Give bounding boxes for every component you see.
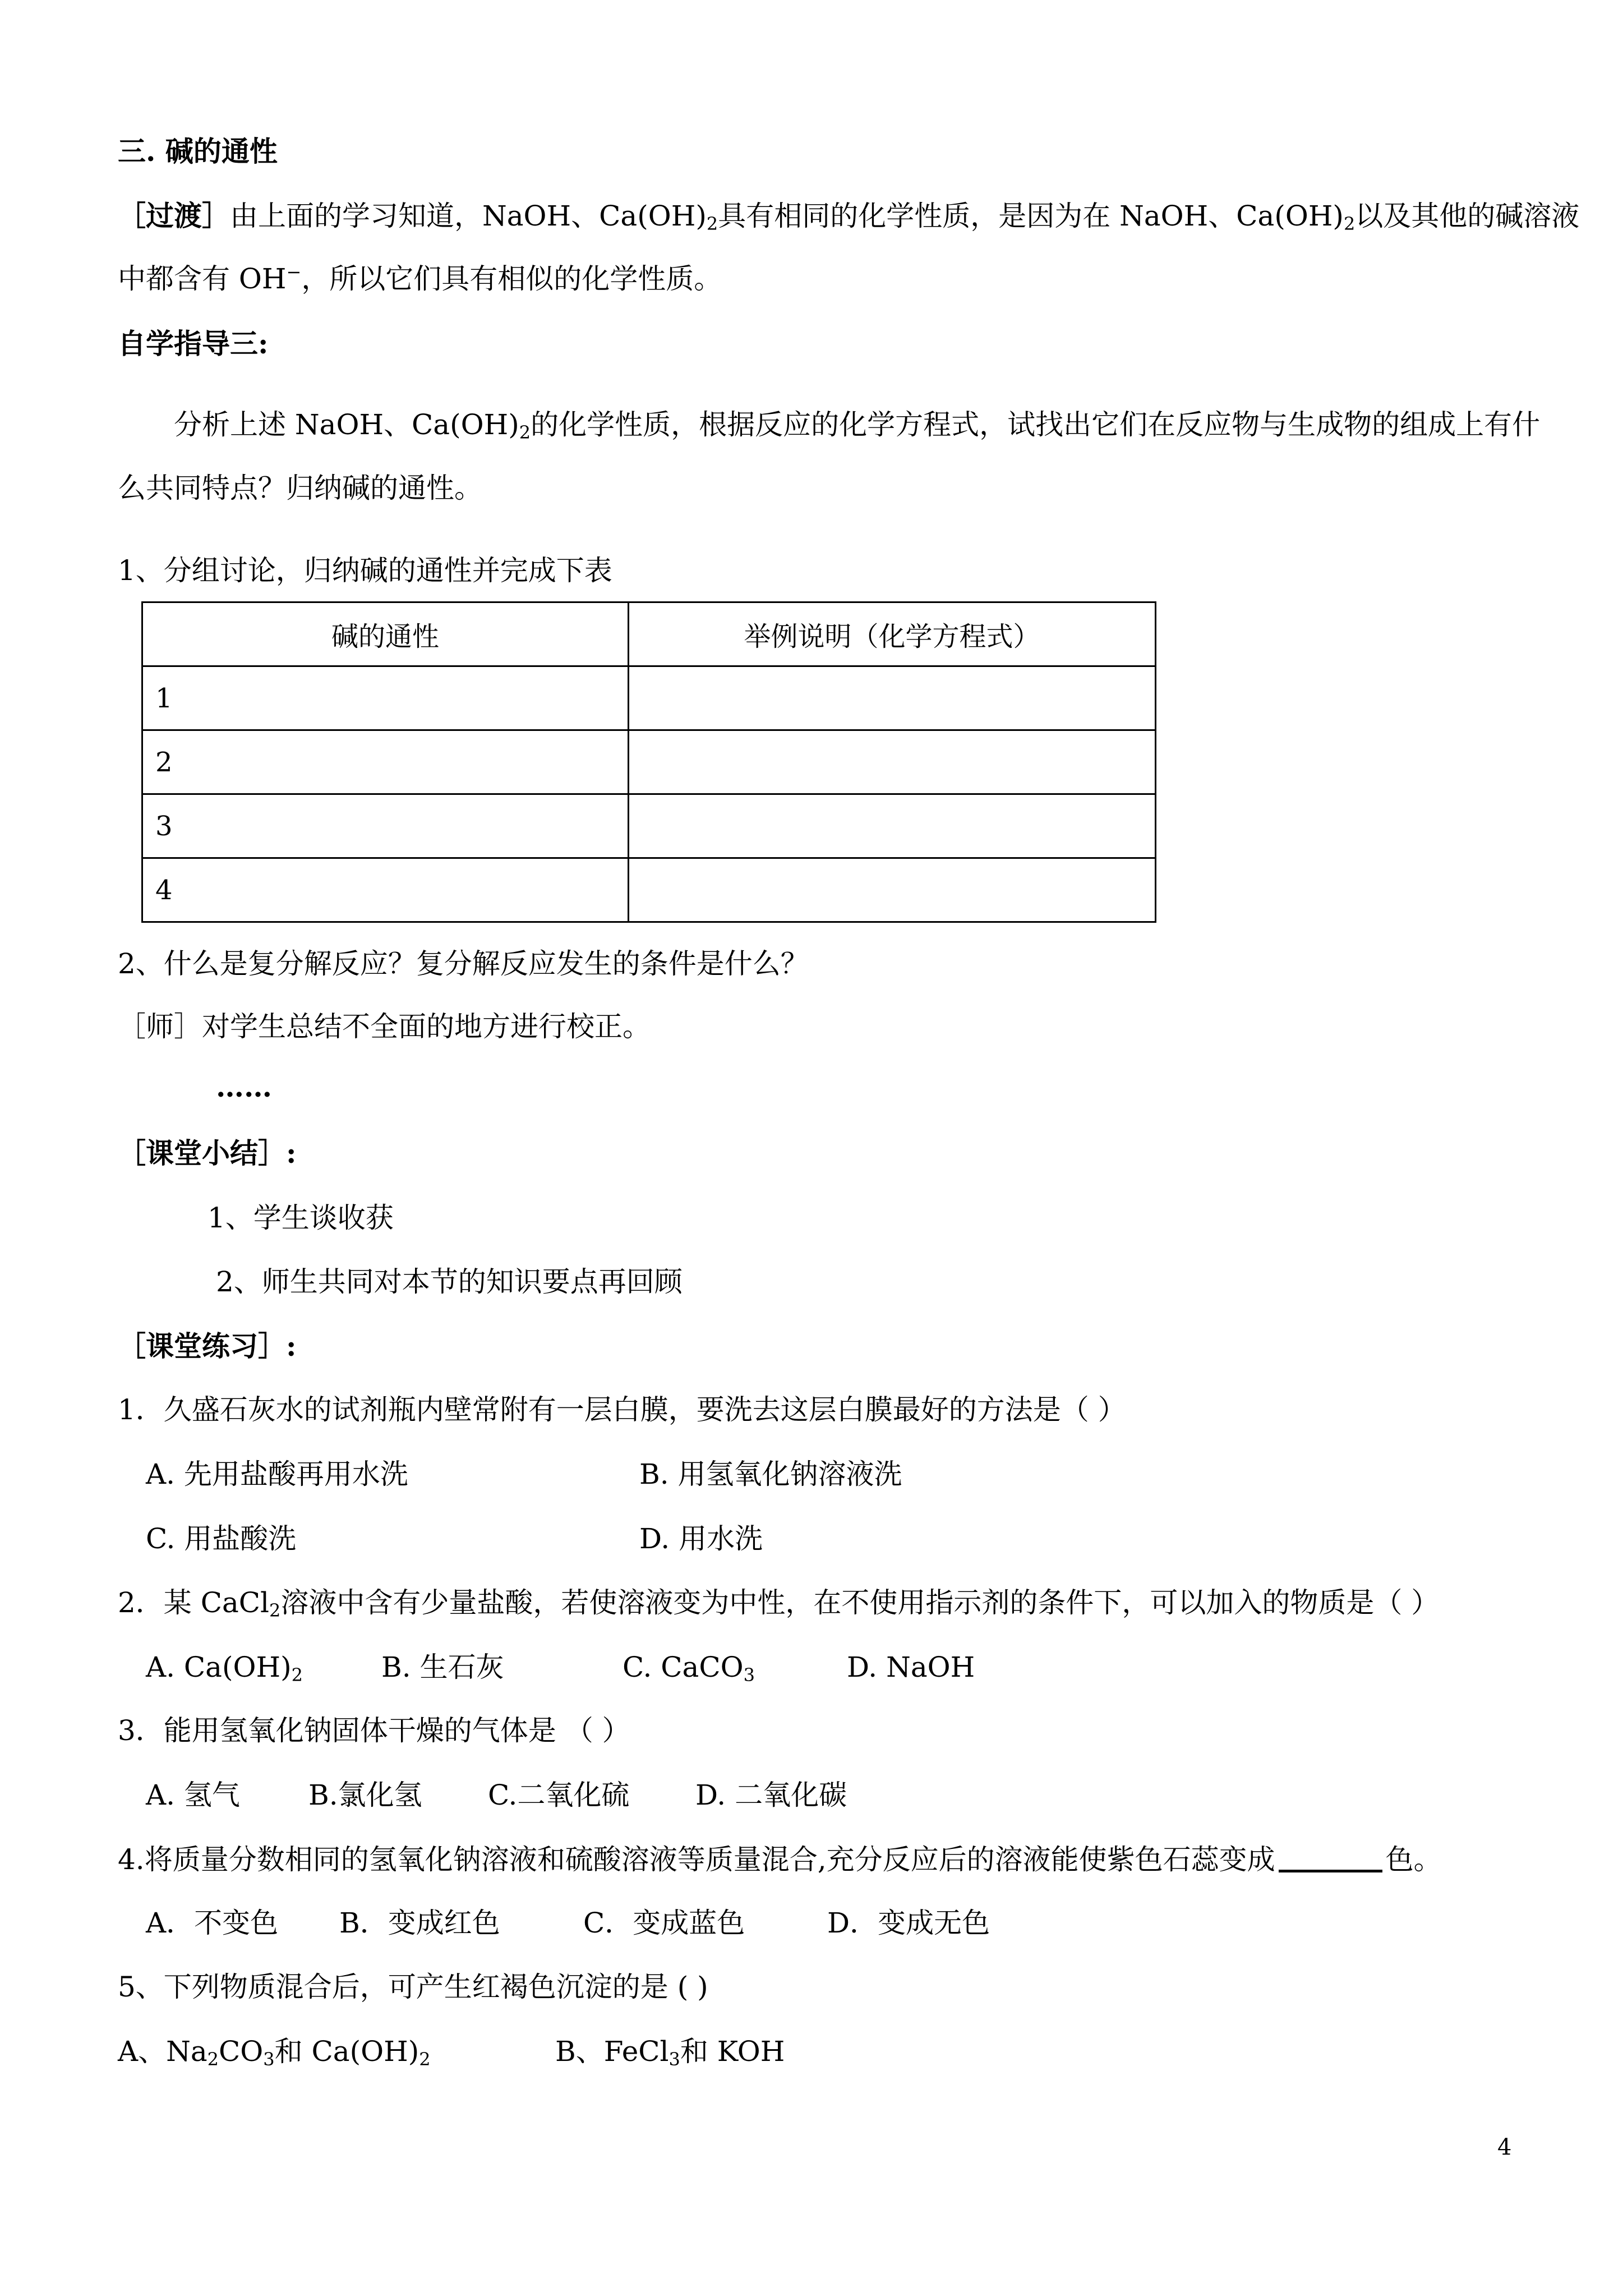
subscript: 2 <box>519 422 531 443</box>
q5-option-b <box>555 2035 785 2068</box>
table-header-cell: 举例说明（化学方程式） <box>629 602 1156 666</box>
table-cell-blank <box>629 666 1156 730</box>
table-row <box>142 666 1156 730</box>
q5-option-a-text-1: A、Na <box>118 2035 208 2068</box>
table-row <box>142 858 1156 922</box>
guide3-text-2: 的化学性质，根据反应的化学方程式，试找出它们在反应物与生成物的组成上有什 <box>531 408 1541 441</box>
table-header-cell: 碱的通性 <box>142 602 629 666</box>
transition-text-4: 中都含有 OH <box>118 263 287 295</box>
q5-option-a <box>118 2035 431 2068</box>
q2-option-a-text: A. Ca(OH) <box>146 1651 292 1683</box>
q2-option-c <box>623 1650 755 1684</box>
practice-title: ［课堂练习］: <box>118 1329 297 1363</box>
superscript: − <box>286 261 302 283</box>
q1-option-d: D. 用水洗 <box>639 1522 763 1555</box>
base-properties-table <box>141 601 1156 923</box>
table-row <box>142 730 1156 794</box>
q5-option-a-text-2: CO <box>219 2035 264 2068</box>
table-row <box>142 794 1156 858</box>
q1-option-a: A. 先用盐酸再用水洗 <box>146 1458 408 1490</box>
q3-option-b: B.氯化氢 <box>308 1779 422 1811</box>
table-cell-number: 4 <box>142 858 629 922</box>
q3-option-a: A. 氢气 <box>146 1779 240 1811</box>
page-number: 4 <box>1497 2134 1512 2160</box>
subscript: 2 <box>1343 213 1355 234</box>
subscript: 3 <box>743 1664 755 1686</box>
q2-option-a <box>146 1650 303 1684</box>
answer-blank[interactable] <box>1279 1842 1382 1872</box>
guide3-para-line-2: 么共同特点？归纳碱的通性。 <box>118 472 482 504</box>
q5-option-b-text-1: B、FeCl <box>555 2035 669 2068</box>
transition-line-2 <box>118 262 722 296</box>
subscript: 2 <box>291 1664 303 1686</box>
subscript: 2 <box>706 213 718 234</box>
q5-option-b-text-2: 和 KOH <box>680 2035 785 2068</box>
table-cell-blank <box>629 794 1156 858</box>
teacher-note: ［师］对学生总结不全面的地方进行校正。 <box>118 1010 651 1043</box>
ellipsis: …… <box>216 1070 272 1103</box>
q2-stem-text-1: 2．某 CaCl <box>118 1586 270 1619</box>
q2-option-b: B. 生石灰 <box>381 1651 504 1683</box>
question-5-stem: 5、下列物质混合后，可产生红褐色沉淀的是 ( ) <box>118 1971 708 2003</box>
table-cell-number: 1 <box>142 666 629 730</box>
q4-option-a: A．不变色 <box>146 1907 279 1939</box>
question-4-stem <box>118 1842 1442 1876</box>
transition-line-1 <box>118 199 1579 233</box>
subscript: 2 <box>269 1600 281 1621</box>
guide3-text-1: 分析上述 NaOH、Ca(OH) <box>174 408 519 441</box>
table-cell-number: 3 <box>142 794 629 858</box>
transition-text-3: 以及其他的碱溶液 <box>1355 200 1580 232</box>
q1-option-c: C. 用盐酸洗 <box>146 1522 297 1555</box>
transition-text-2: 具有相同的化学性质，是因为在 NaOH、Ca(OH) <box>718 200 1344 232</box>
table-header-row <box>142 602 1156 666</box>
q1-option-b: B. 用氢氧化钠溶液洗 <box>639 1458 902 1490</box>
q3-option-c: C.二氧化硫 <box>488 1779 630 1811</box>
question-2-stem <box>118 1586 1439 1619</box>
q4-option-b: B．变成红色 <box>339 1907 500 1939</box>
q4-option-d: D．变成无色 <box>827 1907 990 1939</box>
question-1-stem: 1．久盛石灰水的试剂瓶内壁常附有一层白膜，要洗去这层白膜最好的方法是（ ） <box>118 1393 1126 1426</box>
table-cell-blank <box>629 858 1156 922</box>
q2-option-c-text: C. CaCO <box>623 1651 744 1683</box>
table-cell-blank <box>629 730 1156 794</box>
transition-tag: ［过渡］ <box>118 199 230 232</box>
summary-item-1: 1、学生谈收获 <box>208 1202 394 1234</box>
question-3-stem: 3．能用氢氧化钠固体干燥的气体是 （ ） <box>118 1714 630 1747</box>
table-cell-number: 2 <box>142 730 629 794</box>
q3-option-d: D. 二氧化碳 <box>695 1779 847 1811</box>
task-2: 2、什么是复分解反应？复分解反应发生的条件是什么？ <box>118 947 809 980</box>
section-title: 三. 碱的通性 <box>118 135 278 168</box>
q4-option-c: C．变成蓝色 <box>583 1907 745 1939</box>
transition-text-5: ，所以它们具有相似的化学性质。 <box>301 263 722 295</box>
subscript: 3 <box>668 2049 680 2070</box>
q4-stem-text-1: 4.将质量分数相同的氢氧化钠溶液和硫酸溶液等质量混合,充分反应后的溶液能使紫色石蕊变成 <box>118 1843 1275 1876</box>
q5-option-a-text-3: 和 Ca(OH) <box>274 2035 419 2068</box>
subscript: 2 <box>419 2049 431 2070</box>
guide3-para-line-1 <box>174 408 1540 441</box>
summary-item-2: 2、师生共同对本节的知识要点再回顾 <box>216 1266 683 1298</box>
subscript: 3 <box>263 2049 275 2070</box>
transition-text-1: 由上面的学习知道，NaOH、Ca(OH) <box>230 200 707 232</box>
summary-title: ［课堂小结］: <box>118 1137 297 1170</box>
subscript: 2 <box>207 2049 219 2070</box>
q2-option-d: D. NaOH <box>847 1651 975 1683</box>
q2-stem-text-2: 溶液中含有少量盐酸，若使溶液变为中性，在不使用指示剂的条件下，可以加入的物质是（ ） <box>280 1586 1440 1619</box>
guide3-title: 自学指导三: <box>118 327 269 360</box>
q4-stem-text-2: 色。 <box>1385 1843 1442 1876</box>
task-1: 1、分组讨论，归纳碱的通性并完成下表 <box>118 554 612 587</box>
